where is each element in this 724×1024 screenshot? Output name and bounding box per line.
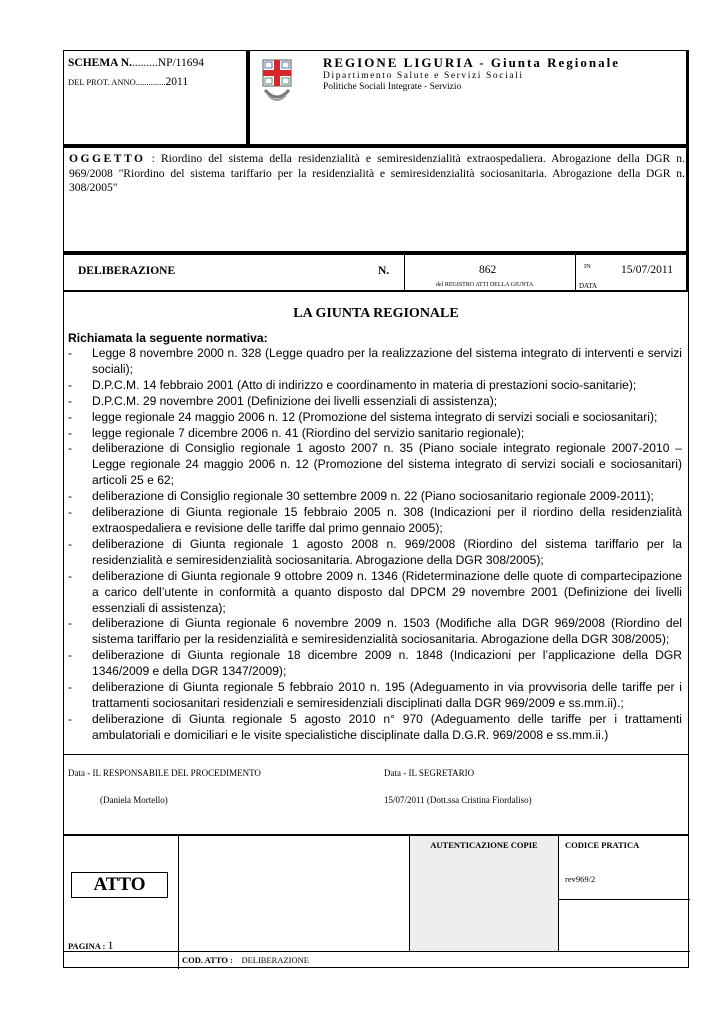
normativa-list xyxy=(68,346,682,744)
responsabile-name: (Daniela Mortello) xyxy=(100,795,168,805)
normativa-item: - deliberazione di Giunta regionale 6 novembre 2009 n. 1503 (Modifiche alla DGR 969/2008 (Riordino del sistema tariffario per la residenzialità e semiresidenzialità sociosanitaria. Abrogazione della DGR 308/2005); xyxy=(68,616,682,648)
body-title: LA GIUNTA REGIONALE xyxy=(293,306,459,321)
schema-dots: ......... xyxy=(131,57,158,69)
prot-label: DEL PROT. ANNO xyxy=(68,77,136,87)
footer-box xyxy=(63,835,689,968)
normativa-item: - deliberazione di Consiglio regionale 1 agosto 2007 n. 35 (Piano sociale integrato regionale 2007-2010 – Legge regionale 24 maggio 2006 n. 12 (Promozione del sistema integrato di servizi sociali e sociosanitari) articoli 25 e 62; xyxy=(68,441,682,489)
atto-box: ATTO xyxy=(71,872,168,898)
atto-column xyxy=(64,836,179,969)
autenticazione-label: AUTENTICAZIONE COPIE xyxy=(430,840,538,850)
oggetto-text xyxy=(69,152,685,196)
delib-date: 15/07/2011 xyxy=(621,264,673,276)
prot-dots: .............. xyxy=(135,77,166,87)
normativa-item: - legge regionale 24 maggio 2006 n. 12 (Promozione del sistema integrato di servizi sociali e sociosanitari); xyxy=(68,410,682,426)
segretario-value: 15/07/2011 (Dott.ssa Cristina Fiordaliso) xyxy=(384,795,532,805)
regione-liguria-logo-icon xyxy=(262,59,292,105)
codice-pratica-label: CODICE PRATICA xyxy=(565,840,640,850)
n-label: N. xyxy=(378,265,390,277)
divider xyxy=(404,255,405,290)
deliberazione-label: DELIBERAZIONE xyxy=(78,265,176,277)
normativa-item: - legge regionale 7 dicembre 2006 n. 41 (Riordino del servizio sanitario regionale); xyxy=(68,426,682,442)
autenticazione-column xyxy=(409,836,559,951)
normativa-item: - deliberazione di Giunta regionale 15 febbraio 2005 n. 308 (Indicazioni per il riordino della residenzialità extraospedaliera e revisione delle tariffe dal primo gennaio 2005); xyxy=(68,505,682,537)
region-header xyxy=(249,50,689,147)
cod-atto-value: DELIBERAZIONE xyxy=(241,955,309,965)
normativa-item: - deliberazione di Giunta regionale 18 dicembre 2009 n. 1848 (Indicazioni per l’applicazione della DGR 1346/2009 e della DGR 1347/2009); xyxy=(68,648,682,680)
codice-pratica-value: rev969/2 xyxy=(565,874,596,884)
normativa-item: - D.P.C.M. 29 novembre 2001 (Definizione dei livelli essenziali di assistenza); xyxy=(68,394,682,410)
segretario-label: Data - IL SEGRETARIO xyxy=(384,768,475,778)
pagina-label: PAGINA : xyxy=(68,941,108,951)
registro-label: del REGISTRO ATTI DELLA GIUNTA xyxy=(436,282,534,288)
schema-value: NP/11694 xyxy=(157,57,205,69)
divider xyxy=(559,899,690,900)
responsabile-label: Data - IL RESPONSABILE DEL PROCEDIMENTO xyxy=(68,768,261,778)
normativa-item: - deliberazione di Giunta regionale 1 agosto 2008 n. 969/2008 (Riordino del sistema tariffario per la residenzialità e semiresidenzialità sociosanitaria. Abrogazione della DGR 308/2005); xyxy=(68,537,682,569)
signature-box xyxy=(63,755,689,835)
pagina-value: 1 xyxy=(107,938,114,952)
codice-pratica-column xyxy=(559,836,690,951)
oggetto-value: : Riordino del sistema della residenzialità e semiresidenzialità extraospedaliera. Abrogazione della DGR n. 969/2008 "Riordino del sistema tariffario per la residenzialità e semiresidenzialità sociosanitaria. Abrogazione della DGR n. 308/2005" xyxy=(69,152,685,194)
region-sep: - xyxy=(474,55,491,70)
body-box xyxy=(63,291,689,755)
normativa-item: - deliberazione di Giunta regionale 5 agosto 2010 n° 970 (Adeguamento delle tariffe per i trattamenti ambulatoriali e domiciliari e le visite specialistiche disciplinate dalla D.G.R. 969/2008 e ss.mm.ii.) xyxy=(68,712,682,744)
normativa-item: - deliberazione di Consiglio regionale 30 settembre 2009 n. 22 (Piano sociosanitario regionale 2009-2011); xyxy=(68,489,682,505)
data-label: DATA xyxy=(579,282,598,290)
cod-atto-label: COD. ATTO : xyxy=(182,955,233,965)
schema-line xyxy=(68,57,204,69)
region-title: REGIONE LIGURIA xyxy=(323,55,474,70)
service: Politiche Sociali Integrate - Servizio xyxy=(323,82,462,92)
deliberazione-row xyxy=(63,254,689,291)
in-label: IN xyxy=(584,263,591,270)
normativa-intro: Richiamata la seguente normativa: xyxy=(68,331,268,345)
oggetto-box xyxy=(63,147,689,254)
schema-box xyxy=(63,50,249,147)
normativa-item: - Legge 8 novembre 2000 n. 328 (Legge quadro per la realizzazione del sistema integrato di interventi e servizi sociali); xyxy=(68,346,682,378)
region-title-line xyxy=(323,55,620,71)
normativa-item: - deliberazione di Giunta regionale 5 febbraio 2010 n. 195 (Adeguamento in via provvisoria delle tariffe per i trattamenti sociosanitari residenziali e semiresidenziali disciplinati dalla DGR 969/2009 e ss.mm.ii).; xyxy=(68,680,682,712)
prot-value: 2011 xyxy=(165,76,189,88)
document-page xyxy=(63,50,689,968)
prot-line xyxy=(68,76,188,88)
pagina-line xyxy=(68,938,114,953)
normativa-item: - D.P.C.M. 14 febbraio 2001 (Atto di indirizzo e coordinamento in materia di prestazioni socio-sanitarie); xyxy=(68,378,682,394)
delib-number: 862 xyxy=(479,264,497,276)
region-subtitle: Giunta Regionale xyxy=(490,55,620,70)
cod-atto-line xyxy=(182,955,309,965)
department: Dipartimento Salute e Servizi Sociali xyxy=(323,71,524,81)
oggetto-label: OGGETTO xyxy=(69,152,146,165)
divider xyxy=(178,951,690,952)
normativa-item: - deliberazione di Giunta regionale 9 ottobre 2009 n. 1346 (Rideterminazione delle quote di compartecipazione a carico dell’utente in conformità a quanto disposto dal DPCM 29 novembre 2001 (Definizione dei livelli essenziali di assistenza); xyxy=(68,569,682,617)
schema-label: SCHEMA N. xyxy=(68,57,132,69)
divider xyxy=(575,255,576,290)
